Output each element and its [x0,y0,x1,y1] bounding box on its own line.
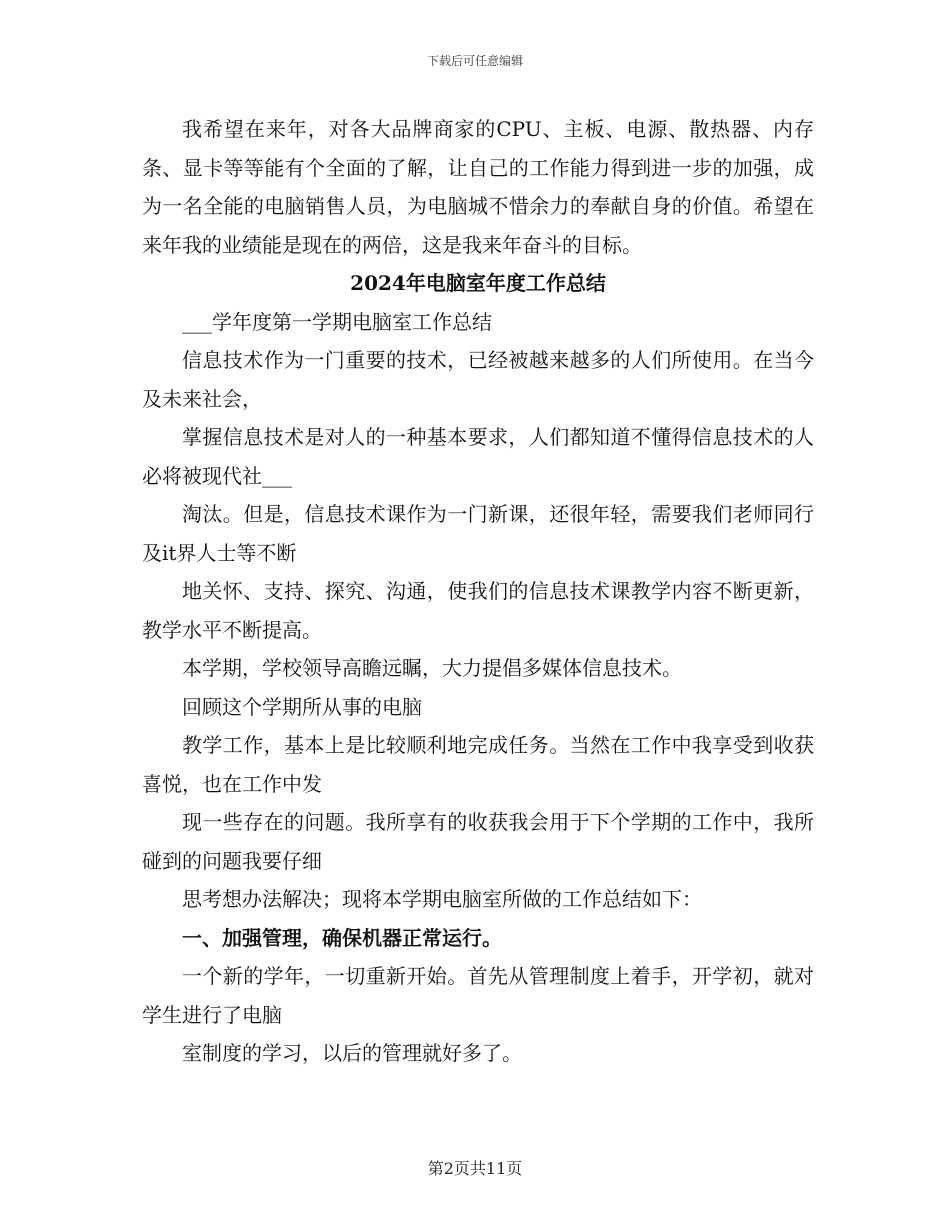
paragraph: 现一些存在的问题。我所享有的收获我会用于下个学期的工作中，我所碰到的问题我要仔细 [142,810,814,873]
paragraph: ___学年度第一学期电脑室工作总结 [182,309,492,334]
paragraph: 地关怀、支持、探究、沟通，使我们的信息技术课教学内容不断更新，教学水平不断提高。 [142,579,814,642]
section-heading: 一、加强管理，确保机器正常运行。 [182,925,502,950]
paragraph: 淘汰。但是，信息技术课作为一门新课，还很年轻，需要我们老师同行及it界人士等不断 [142,502,814,565]
paragraph: 信息技术作为一门重要的技术，已经被越来越多的人们所使用。在当今及未来社会， [142,348,814,411]
paragraph: 回顾这个学期所从事的电脑 [182,694,422,719]
paragraph-intro: 我希望在来年，对各大品牌商家的CPU、主板、电源、散热器、内存条、显卡等等能有个全面的了解，让自己的工作能力得到进一步的加强，成为一名全能的电脑销售人员，为电脑城不惜余力的奉献自身的价值。希望在来年我的业绩能是现在的两倍，这是我来年奋斗的目标。 [142,117,814,257]
paragraph: 一个新的学年，一切重新开始。首先从管理制度上着手，开学初，就对学生进行了电脑 [142,964,814,1027]
document-title: 2024年电脑室年度工作总结 [350,271,606,295]
paragraph: 掌握信息技术是对人的一种基本要求，人们都知道不懂得信息技术的人必将被现代社___ [142,425,814,488]
paragraph: 本学期，学校领导高瞻远瞩，大力提倡多媒体信息技术。 [182,656,682,680]
paragraph: 教学工作，基本上是比较顺利地完成任务。当然在工作中我享受到收获喜悦，也在工作中发 [142,733,814,796]
paragraph: 室制度的学习，以后的管理就好多了。 [182,1041,522,1065]
paragraph: 思考想办法解决；现将本学期电脑室所做的工作总结如下： [182,887,702,911]
document-body [142,110,814,1073]
header-note: 下载后可任意编辑 [426,54,523,68]
page-footer: 第2页共11页 [427,1159,523,1178]
